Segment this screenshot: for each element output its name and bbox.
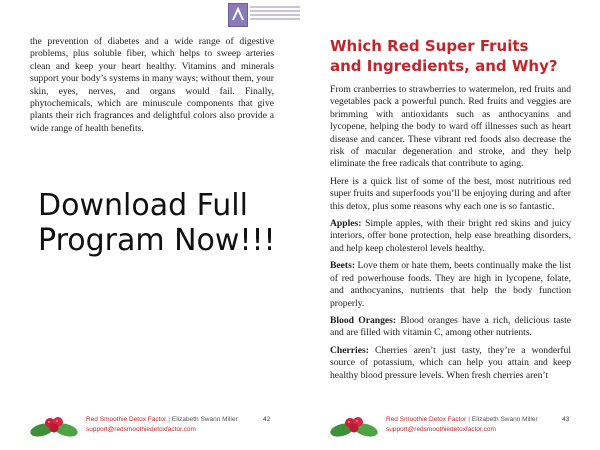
item-term: Beets:	[330, 260, 356, 272]
page-number: 42	[263, 416, 271, 423]
item-text: Love them or hate them, beets continually make the list of red powerhouse foods. They are high in lycopene, folate, and anthocyanins, nutrients that help the body function properly.	[330, 260, 571, 309]
footer-separator: |	[168, 416, 170, 423]
intro-paragraph: From cranberries to strawberries to watermelon, red fruits and vegetables pack a powerful punch. Red fruits and veggies are brimming with antioxidants such as anthocyanins and lycopene, helping the body to ward off illnesses such as heart disease and cancer. These vibrant red foods also decrease the risk of macular degeneration and stroke, and they help eliminate the free radicals that contribute to aging.	[330, 84, 571, 170]
publisher-stamp-icon	[228, 3, 304, 27]
page-number: 43	[562, 416, 570, 423]
item-text: Blood oranges have a rich, delicious taste and are filled with vitamin C, among other nutrients.	[330, 314, 571, 339]
list-intro-paragraph: Here is a quick list of some of the best, most nutritious red super fruits and superfoods you’ll be enjoying during and after this detox, plus some reasons why each one is so fantastic.	[330, 175, 571, 212]
right-footer	[330, 410, 575, 440]
right-body	[330, 84, 571, 387]
footer-title	[386, 416, 538, 423]
support-email-link[interactable]: support@redsmoothiedetoxfactor.com	[386, 426, 496, 433]
item-term: Blood Oranges:	[330, 314, 397, 326]
item-text: Cherries aren’t just tasty, they’re a wonderful source of potassium, which can help you attain and keep healthy blood pressure levels. When fresh cherries aren’t	[330, 344, 571, 381]
section-heading: Which Red Super Fruits and Ingredients, and Why?	[330, 37, 558, 75]
item-term: Apples:	[330, 218, 362, 230]
author-name: Elizabeth Swann Miller	[171, 416, 238, 423]
download-callout[interactable]: Download Full Program Now!!!	[38, 188, 276, 258]
book-title: Red Smoothie Detox Factor	[86, 416, 167, 423]
item-beets	[330, 260, 571, 310]
item-term: Cherries:	[330, 344, 369, 356]
footer-title	[86, 416, 238, 423]
footer-separator: |	[468, 416, 470, 423]
raspberry-leaves-icon	[30, 410, 78, 440]
item-apples	[330, 218, 571, 255]
author-name: Elizabeth Swann Miller	[471, 416, 538, 423]
item-text: Simple apples, with their bright red skins and juicy interiors, offer bone protection, help ease breathing disorders, and help keep cholesterol levels healthy.	[330, 218, 571, 254]
stamp-box	[228, 3, 248, 27]
left-paragraph: the prevention of diabetes and a wide range of digestive problems, plus soluble fiber, which helps to sweep arteries clean and keep your heart healthy. Vitamins and minerals support your body’s systems in many ways; without them, your skin, eyes, nerves, and organs would fail. Finally, phytochemicals, which are minuscule components that give plants their rich fragrances and delightful colors also provide a wide range of health benefits.	[30, 36, 274, 134]
stamp-lines	[250, 6, 302, 22]
support-email-link[interactable]: support@redsmoothiedetoxfactor.com	[86, 426, 196, 433]
item-cherries	[330, 345, 571, 382]
item-blood-oranges	[330, 315, 571, 340]
raspberry-leaves-icon	[330, 410, 378, 440]
book-title: Red Smoothie Detox Factor	[386, 416, 467, 423]
left-footer	[30, 410, 280, 440]
